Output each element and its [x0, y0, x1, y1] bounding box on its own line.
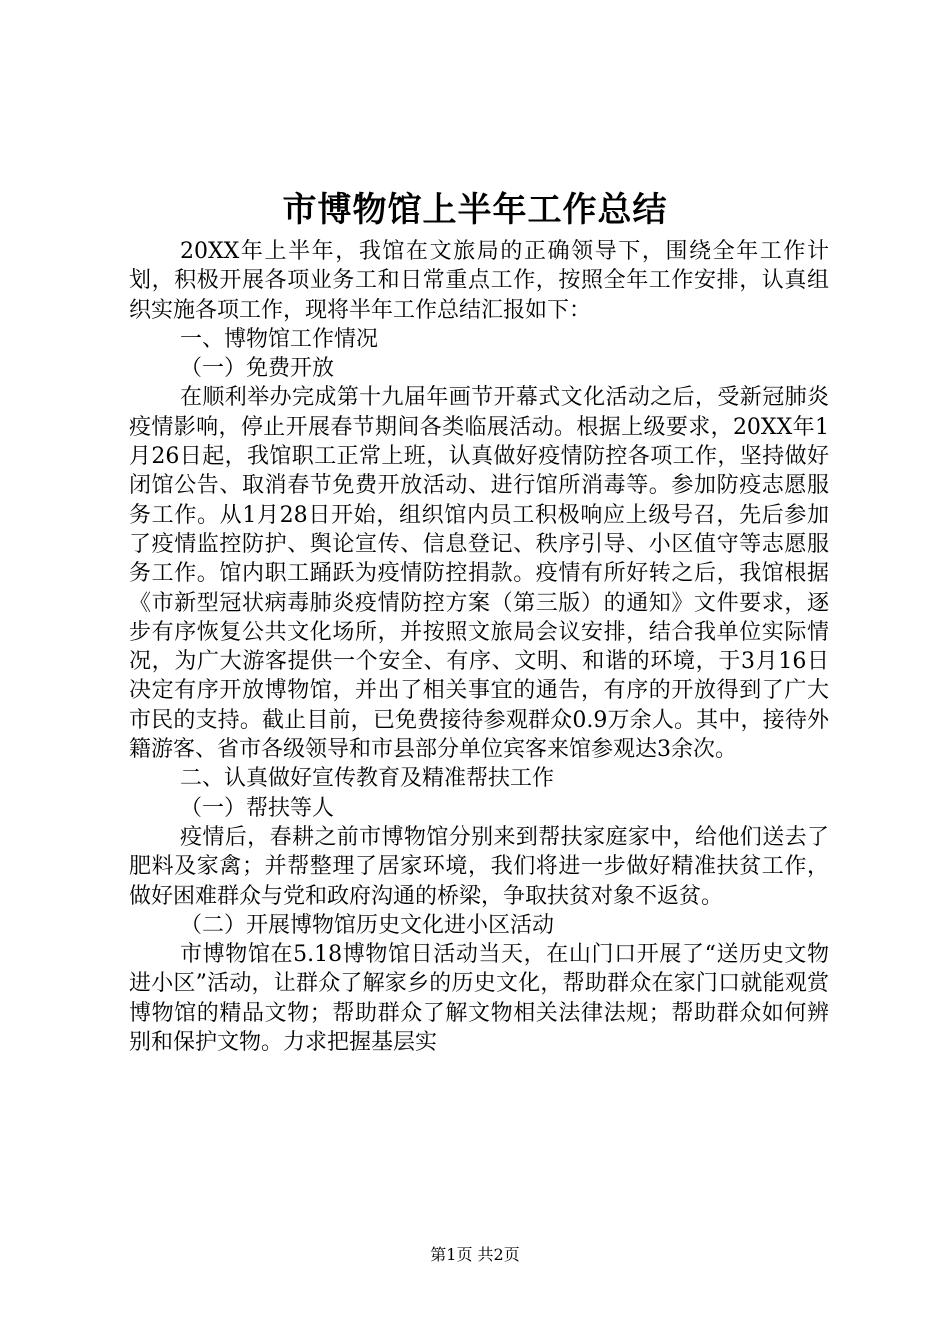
page-footer: 第1页 共2页: [430, 1245, 520, 1264]
document-body: [129, 237, 829, 1057]
free-opening-paragraph: 在顺利举办完成第十九届年画节开幕式文化活动之后，受新冠肺炎疫情影响，停止开展春节期间各类临展活动。根据上级要求，20XX年1月26日起，我馆职工正常上班，认真做好疫情防控各项工作，坚持做好闭馆公告、取消春节免费开放活动、进行馆所消毒等。参加防疫志愿服务工作。从1月28日开始，组织馆内员工积极响应上级号召，先后参加了疫情监控防护、舆论宣传、信息登记、秩序引导、小区值守等志愿服务工作。馆内职工踊跃为疫情防控捐款。疫情有所好转之后，我馆根据《市新型冠状病毒肺炎疫情防控方案（第三版）的通知》文件要求，逐步有序恢复公共文化场所，并按照文旅局会议安排，结合我单位实际情况，为广大游客提供一个安全、有序、文明、和谐的环境，于3月16日决定有序开放博物馆，并出了相关事宜的通告，有序的开放得到了广大市民的支持。截止目前，已免费接待参观群众0.9万余人。其中，接待外籍游客、省市各级领导和市县部分单位宾客来馆参观达3余次。: [129, 385, 829, 763]
intro-paragraph: 20XX年上半年，我馆在文旅局的正确领导下，围绕全年工作计划，积极开展各项业务工和日常重点工作，按照全年工作安排，认真组织实施各项工作，现将半年工作总结汇报如下：: [129, 239, 829, 323]
assistance-paragraph: 疫情后，春耕之前市博物馆分别来到帮扶家庭家中，给他们送去了肥料及家禽；并帮整理了居家环境，我们将进一步做好精准扶贫工作，做好困难群众与党和政府沟通的桥梁，争取扶贫对象不返贫。: [129, 824, 829, 909]
community-activity-paragraph: 市博物馆在5.18博物馆日活动当天，在山门口开展了“送历史文物进小区”活动，让群众了解家乡的历史文化，帮助群众在家门口就能观赏博物馆的精品文物；帮助群众了解文物相关法律法规；帮助群众如何辨别和保护文物。力求把握基层实: [129, 942, 829, 1056]
section-heading-2: 二、认真做好宣传教育及精准帮扶工作: [180, 766, 555, 792]
subsection-heading-community-activity: （二）开展博物馆历史文化进小区活动: [180, 912, 555, 938]
section-heading-1: 一、博物馆工作情况: [180, 326, 379, 352]
subsection-heading-free-opening: （一）免费开放: [180, 356, 335, 382]
subsection-heading-assistance: （一）帮扶等人: [180, 795, 335, 821]
document-title: 市博物馆上半年工作总结: [282, 190, 668, 230]
